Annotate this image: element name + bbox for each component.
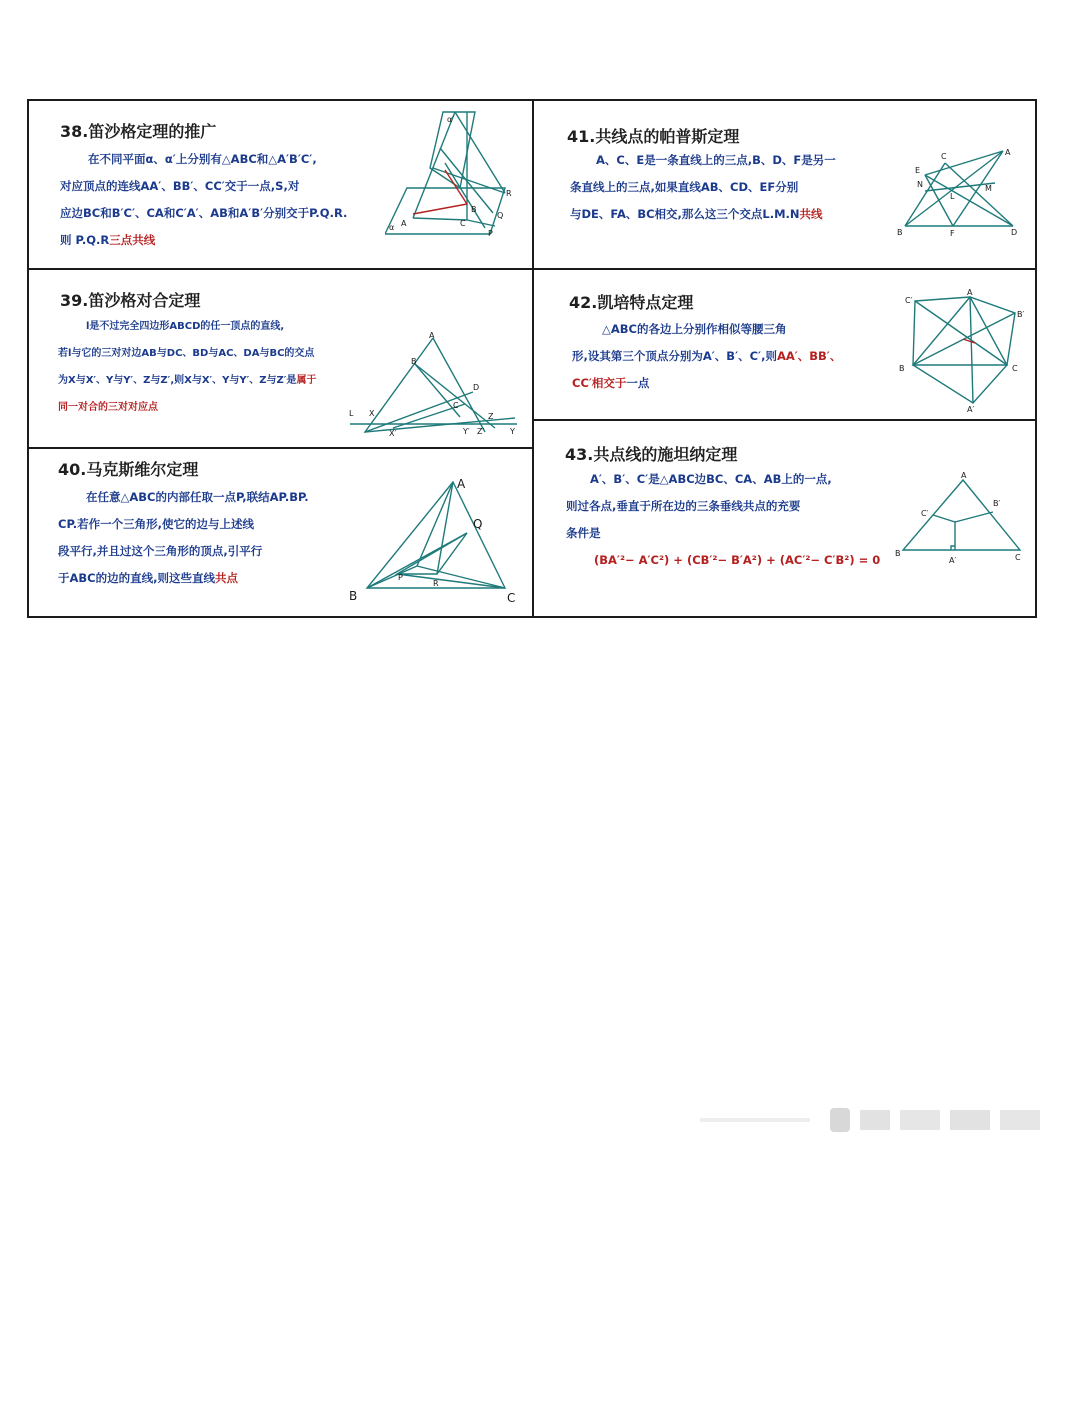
label-c: C (1015, 553, 1021, 562)
outer-hexagon (913, 297, 1015, 403)
theorem-38-figure (385, 108, 520, 242)
theorem-40-text (58, 484, 309, 592)
theorem-42-line-2 (572, 343, 841, 370)
theorem-43-formula: (BA′²− A′C²) + (CB′²− B′A²) + (AC′²− C′B²) = 0 (594, 553, 881, 567)
theorem-40-line-4 (58, 565, 309, 592)
label-d: D (473, 383, 480, 392)
theorem-42-conclusion: CC′相交于 (572, 376, 627, 390)
label-m: M (985, 184, 992, 193)
line-cd (945, 163, 1013, 226)
theorem-39-line-3 (58, 367, 316, 394)
theorem-40-conclusion: 共点 (214, 571, 238, 585)
theorem-42-figure (895, 285, 1030, 415)
column-divider (532, 99, 534, 618)
label-q: Q (497, 211, 504, 220)
label-c-prime: C′ (905, 296, 913, 305)
label-b: B (411, 357, 417, 366)
theorem-41-line-3 (570, 201, 836, 228)
label-b: B (349, 589, 358, 603)
theorem-41-text (570, 147, 836, 228)
label-b-prime: B′ (1017, 310, 1025, 319)
line-eca (925, 151, 1003, 175)
label-c: C (1012, 364, 1018, 373)
label-a: A (1005, 148, 1011, 157)
theorem-40-line-1: 在任意△ABC的内部任取一点P,联结AP.BP. (86, 490, 309, 504)
theorem-41-line-2: 条直线上的三点,如果直线AB、CD、EF分别 (570, 180, 799, 194)
label-l: L (349, 409, 354, 418)
label-a: A (967, 288, 973, 297)
line-bc (905, 163, 945, 226)
theorem-38-line-1: 在不同平面α、α′上分别有△ABC和△A′B′C′, (88, 152, 317, 166)
theorem-42-lines: AA′、BB′、 (776, 349, 842, 363)
line-bp (367, 566, 417, 588)
line-c (397, 574, 505, 588)
theorem-40-figure (345, 468, 523, 606)
row-divider-left-2 (27, 447, 533, 449)
theorem-42-title: 42.凯培特点定理 (569, 293, 694, 312)
label-c: C (460, 219, 466, 228)
theorem-42-line-1: △ABC的各边上分别作相似等腰三角 (602, 322, 787, 336)
theorem-43-title: 43.共点线的施坦纳定理 (565, 445, 738, 464)
theorem-39-line-2: 若l与它的三对对边AB与DC、BD与AC、DA与BC的交点 (58, 348, 315, 359)
label-a-prime: A′ (949, 556, 957, 565)
theorem-43-line-2: 则过各点,垂直于所在边的三条垂线共点的充要 (566, 499, 801, 513)
theorem-42-premise: 形,设其第三个顶点分别为A′、B′、C′,则 (572, 349, 777, 363)
label-p: P (488, 229, 493, 238)
theorem-41-conclusion: 共线 (799, 207, 823, 221)
theorem-43-line-3: 条件是 (566, 526, 601, 540)
line-bd (415, 364, 495, 428)
label-b: B (471, 205, 477, 214)
line-ap (417, 482, 453, 566)
label-r: R (506, 189, 512, 198)
label-b-prime: B′ (993, 499, 1001, 508)
theorem-40-line-2: CP.若作一个三角形,使它的边与上述线 (58, 517, 254, 531)
theorem-40-title: 40.马克斯维尔定理 (58, 460, 199, 479)
label-z: Z (488, 412, 494, 421)
row-divider-left-1 (27, 268, 533, 270)
label-alpha-prime: α′ (447, 115, 455, 124)
label-y-prime: Y′ (463, 427, 470, 436)
label-y: Y (510, 427, 515, 436)
label-b: B (897, 228, 903, 237)
label-b: B (895, 549, 901, 558)
theorem-39-belongs: 属于 (296, 375, 317, 386)
label-z-prime: Z′ (477, 427, 485, 436)
perp-b (955, 512, 993, 522)
label-b: B (899, 364, 905, 373)
line-dc (365, 392, 473, 432)
theorem-39-line-1: l是不过完全四边形ABCD的任一顶点的直线, (86, 321, 285, 332)
label-n: N (917, 180, 923, 189)
theorem-40-premise: 于ABC的边的直线,则这些直线 (58, 571, 215, 585)
line-s (455, 112, 505, 193)
theorem-38-line-2: 对应顶点的连线AA′、BB′、CC′交于一点,S,对 (60, 179, 300, 193)
red-line-ab (413, 204, 467, 214)
theorem-38-text (60, 146, 347, 254)
row-divider-right-2 (533, 419, 1037, 421)
theorem-38-title: 38.笛沙格定理的推广 (60, 122, 217, 141)
theorem-38-conclusion: 三点共线 (109, 233, 156, 247)
line-ar (437, 482, 453, 574)
label-a: A (401, 219, 407, 228)
theorem-43-text (566, 466, 880, 574)
label-alpha: α (389, 223, 395, 232)
label-c-prime: C′ (921, 509, 929, 518)
theorem-39-figure (345, 332, 520, 437)
theorem-40-line-3: 段平行,并且过这个三角形的顶点,引平行 (58, 544, 263, 558)
theorem-42-text (572, 316, 841, 397)
theorem-39-title: 39.笛沙格对合定理 (60, 291, 201, 310)
theorem-39-text (58, 313, 316, 421)
theorem-38-line-4 (60, 227, 347, 254)
label-c: C (453, 401, 459, 410)
theorem-41-title: 41.共线点的帕普斯定理 (567, 127, 740, 146)
label-q: Q (473, 517, 483, 531)
theorem-41-figure (895, 143, 1025, 238)
label-e: E (915, 166, 921, 175)
label-p: P (398, 573, 403, 582)
label-a: A (457, 477, 466, 491)
label-c: C (507, 591, 516, 605)
label-r: R (433, 579, 439, 588)
triangle-abc (367, 482, 505, 588)
line-1 (433, 168, 505, 193)
line-aa (970, 297, 973, 403)
theorem-38-then: 则 (60, 233, 72, 247)
line-4 (413, 218, 467, 220)
label-x: X (369, 409, 375, 418)
label-a: A (961, 471, 967, 480)
line-bq (367, 533, 467, 588)
label-a-prime: A′ (967, 405, 975, 414)
label-x-prime: X′ (389, 429, 397, 437)
line-cc (915, 301, 1007, 365)
theorem-42-line-3 (572, 370, 841, 397)
theorem-43-line-1: A′、B′、C′是△ABC边BC、CA、AB上的一点, (590, 472, 832, 486)
theorem-39-conclusion: 同一对合的三对对应点 (58, 402, 158, 413)
label-d: D (1011, 228, 1018, 237)
label-c: C (941, 152, 947, 161)
label-l: L (950, 192, 955, 201)
theorem-38-points: P.Q.R (75, 233, 110, 247)
theorem-43-figure (895, 470, 1030, 570)
label-a: A (429, 332, 435, 340)
theorem-41-line-1: A、C、E是一条直线上的三点,B、D、F是另一 (596, 153, 836, 167)
theorem-39-premise: 为X与X′、Y与Y′、Z与Z′,则X与X′、Y与Y′、Z与Z′是 (58, 375, 297, 386)
watermark-logo (700, 1108, 1045, 1132)
line-fa (953, 151, 1003, 226)
red-line-bc (445, 170, 467, 204)
theorem-41-premise: 与DE、FA、BC相交,那么这三个交点L.M.N (570, 207, 800, 221)
line-cp (417, 566, 505, 588)
perp-c (933, 515, 955, 522)
label-f: F (950, 229, 955, 238)
theorem-42-one-point: 一点 (626, 376, 650, 390)
theorem-38-line-3: 应边BC和B′C′、CA和C′A′、AB和A′B′分别交于P.Q.R. (60, 206, 348, 220)
line-aa (413, 112, 455, 218)
row-divider-right-1 (533, 268, 1037, 270)
